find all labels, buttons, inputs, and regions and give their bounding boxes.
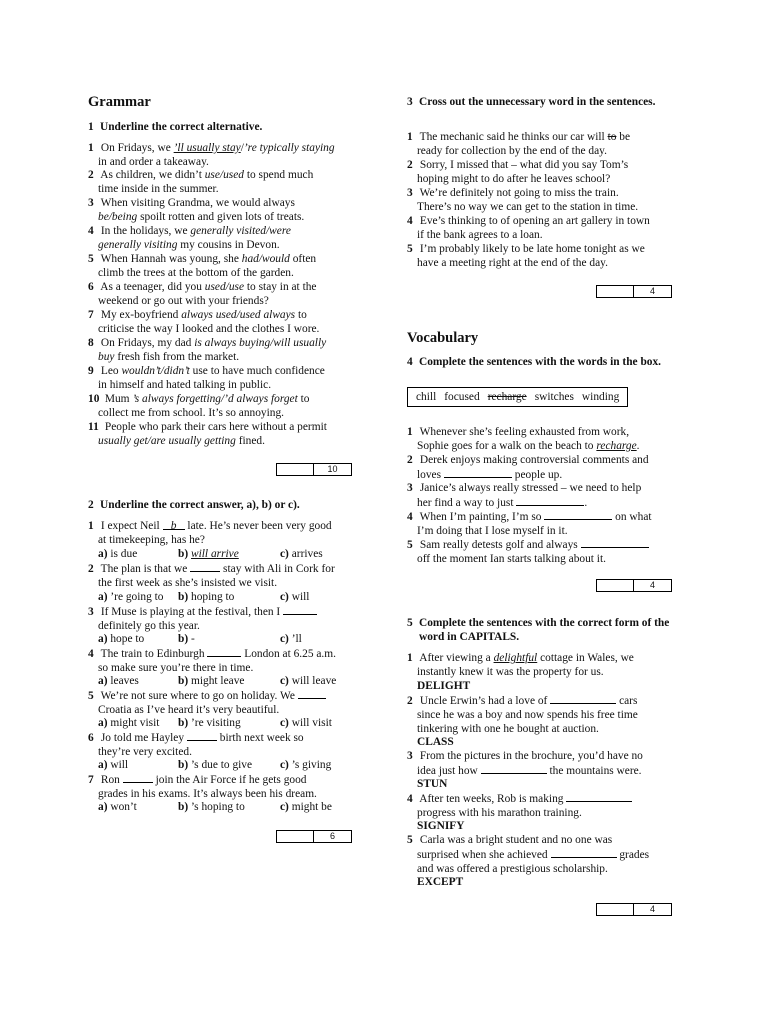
- q1-item-9: 9 Leo wouldn’t/didn’t use to have much confidence in himself and hated talking in public.: [88, 365, 325, 391]
- q2-score-input[interactable]: [277, 831, 314, 842]
- q1-item-7: 7 My ex-boyfriend always used/used always to criticise the way I looked and the clothes I wore.: [88, 309, 320, 335]
- q5-score-box: 4: [596, 903, 672, 916]
- q1-score-input[interactable]: [277, 464, 314, 475]
- q1-1-answer[interactable]: ’ll usually stay: [173, 142, 241, 154]
- q3-item-4: 4 Eve’s thinking to of opening an art gallery in town if the bank agrees to a loan.: [407, 215, 650, 241]
- q1-item-6: 6 As a teenager, did you used/use to stay in at the weekend or go out with your friends?: [88, 281, 317, 307]
- q4-score-box: 4: [596, 579, 672, 592]
- q3-item-3: 3 We’re definitely not going to miss the train. There’s no way we can get to the station in time.: [407, 187, 639, 213]
- q2-4-options: a) leaves b) might leave c) will leave: [98, 675, 337, 687]
- q3-item-1: 1 The mechanic said he thinks our car will to be ready for collection by the end of the day.: [407, 131, 631, 157]
- q2-score-box: 6: [276, 830, 352, 843]
- q4-score-input[interactable]: [597, 580, 634, 591]
- q3-heading: 3 Cross out the unnecessary word in the sentences.: [407, 96, 656, 108]
- word-box: chill focused recharge switches winding: [407, 387, 628, 407]
- q1-item-11: 11 People who park their cars here without a permit usually get/are usually getting fined.: [88, 421, 327, 447]
- q5-2-capital-word: CLASS: [417, 736, 454, 748]
- q5-3-capital-word: STUN: [417, 778, 448, 790]
- q2-1-options: a) is due b) will arrive c) arrives: [98, 548, 323, 560]
- q4-item-1: 1 Whenever she’s feeling exhausted from work, Sophie goes for a walk on the beach to recharge.: [407, 426, 640, 452]
- q1-item-10: 10 Mum ’s always forgetting/’d always forget to collect me from school. It’s so annoying.: [88, 393, 310, 419]
- q5-4-capital-word: SIGNIFY: [417, 820, 465, 832]
- q2-2-options: a) ’re going to b) hoping to c) will: [98, 591, 310, 603]
- q5-item-4: 4 After ten weeks, Rob is making progress with his marathon training.: [407, 791, 685, 820]
- vocabulary-heading: Vocabulary: [407, 330, 479, 346]
- q4-heading: 4 Complete the sentences with the words in the box.: [407, 356, 662, 368]
- q1-heading: 1 Underline the correct alternative.: [88, 121, 263, 133]
- q4-item-4: 4 When I’m painting, I’m so on what I’m doing that I lose myself in it.: [407, 511, 652, 537]
- q2-6-options: a) will b) ’s due to give c) ’s giving: [98, 759, 332, 771]
- q5-heading: 5 Complete the sentences with the correct form of the word in CAPITALS.: [407, 617, 670, 643]
- q1-item-8: 8 On Fridays, my dad is always buying/will usually buy fresh fish from the market.: [88, 337, 327, 363]
- q2-item-3: 3 If Muse is playing at the festival, then I definitely go this year.: [88, 604, 366, 633]
- q5-item-5: 5 Carla was a bright student and no one was surprised when she achieved grades and was offered a prestigious scholarship.: [407, 834, 650, 875]
- q3-1-crossed-word[interactable]: to: [607, 131, 617, 143]
- q2-item-1: 1 I expect Neil b late. He’s never been very good at timekeeping, has he?: [88, 520, 332, 546]
- q5-score-input[interactable]: [597, 904, 634, 915]
- q1-item-2: 2 As children, we didn’t use/used to spend much time inside in the summer.: [88, 169, 314, 195]
- q2-5-options: a) might visit b) ’re visiting c) will visit: [98, 717, 332, 729]
- q5-1-capital-word: DELIGHT: [417, 680, 471, 692]
- q1-score-box: 10: [276, 463, 352, 476]
- q5-5-capital-word: EXCEPT: [417, 876, 464, 888]
- q5-item-1: 1 After viewing a delightful cottage in Wales, we instantly knew it was the property for us.: [407, 652, 634, 678]
- q3-item-2: 2 Sorry, I missed that – what did you say Tom’s hoping might to do after he leaves school?: [407, 159, 629, 185]
- q2-item-7: 7 Ron join the Air Force if he gets good grades in his exams. It’s always been his dream.: [88, 774, 317, 800]
- q1-item-5: 5 When Hannah was young, she had/would often climb the trees at the bottom of the garden.: [88, 253, 317, 279]
- q3-item-5: 5 I’m probably likely to be late home tonight as we have a meeting right at the end of the day.: [407, 243, 645, 269]
- q2-heading: 2 Underline the correct answer, a), b) or c).: [88, 499, 300, 511]
- q4-item-5: 5 Sam really detests golf and always off the moment Ian starts talking about it.: [407, 537, 685, 566]
- q4-item-3: 3 Janice’s always really stressed – we need to help her find a way to just .: [407, 482, 642, 509]
- q3-score-box: 4: [596, 285, 672, 298]
- q2-item-5: 5 We’re not sure where to go on holiday. We Croatia as I’ve heard it’s very beautiful.: [88, 688, 366, 717]
- grammar-heading: Grammar: [88, 94, 151, 110]
- q2-item-4: 4 The train to Edinburgh London at 6.25 a.m. so make sure you’re there in time.: [88, 648, 336, 674]
- q4-item-2: 2 Derek enjoys making controversial comments and loves people up.: [407, 454, 649, 481]
- q5-item-2: 2 Uncle Erwin’s had a love of cars since he was a boy and now spends his free time tinkering with one he bought at auction.: [407, 695, 638, 735]
- q2-item-2: 2 The plan is that we stay with Ali in Cork for the first week as she’s insisted we visit.: [88, 563, 335, 589]
- q1-item-4: 4 In the holidays, we generally visited/were generally visiting my cousins in Devon.: [88, 225, 291, 251]
- q2-3-options: a) hope to b) - c) ’ll: [98, 633, 302, 645]
- q1-item-3: 3 When visiting Grandma, we would always be/being spoilt rotten and given lots of treats.: [88, 197, 305, 223]
- q1-item-1: 1 On Fridays, we ’ll usually stay/’re typically staying in and order a takeaway.: [88, 142, 335, 168]
- q2-item-6: 6 Jo told me Hayley birth next week so they’re very excited.: [88, 732, 304, 758]
- q5-item-3: 3 From the pictures in the brochure, you’d have no idea just how the mountains were.: [407, 750, 643, 777]
- q2-7-options: a) won’t b) ’s hoping to c) might be: [98, 801, 332, 813]
- q3-score-input[interactable]: [597, 286, 634, 297]
